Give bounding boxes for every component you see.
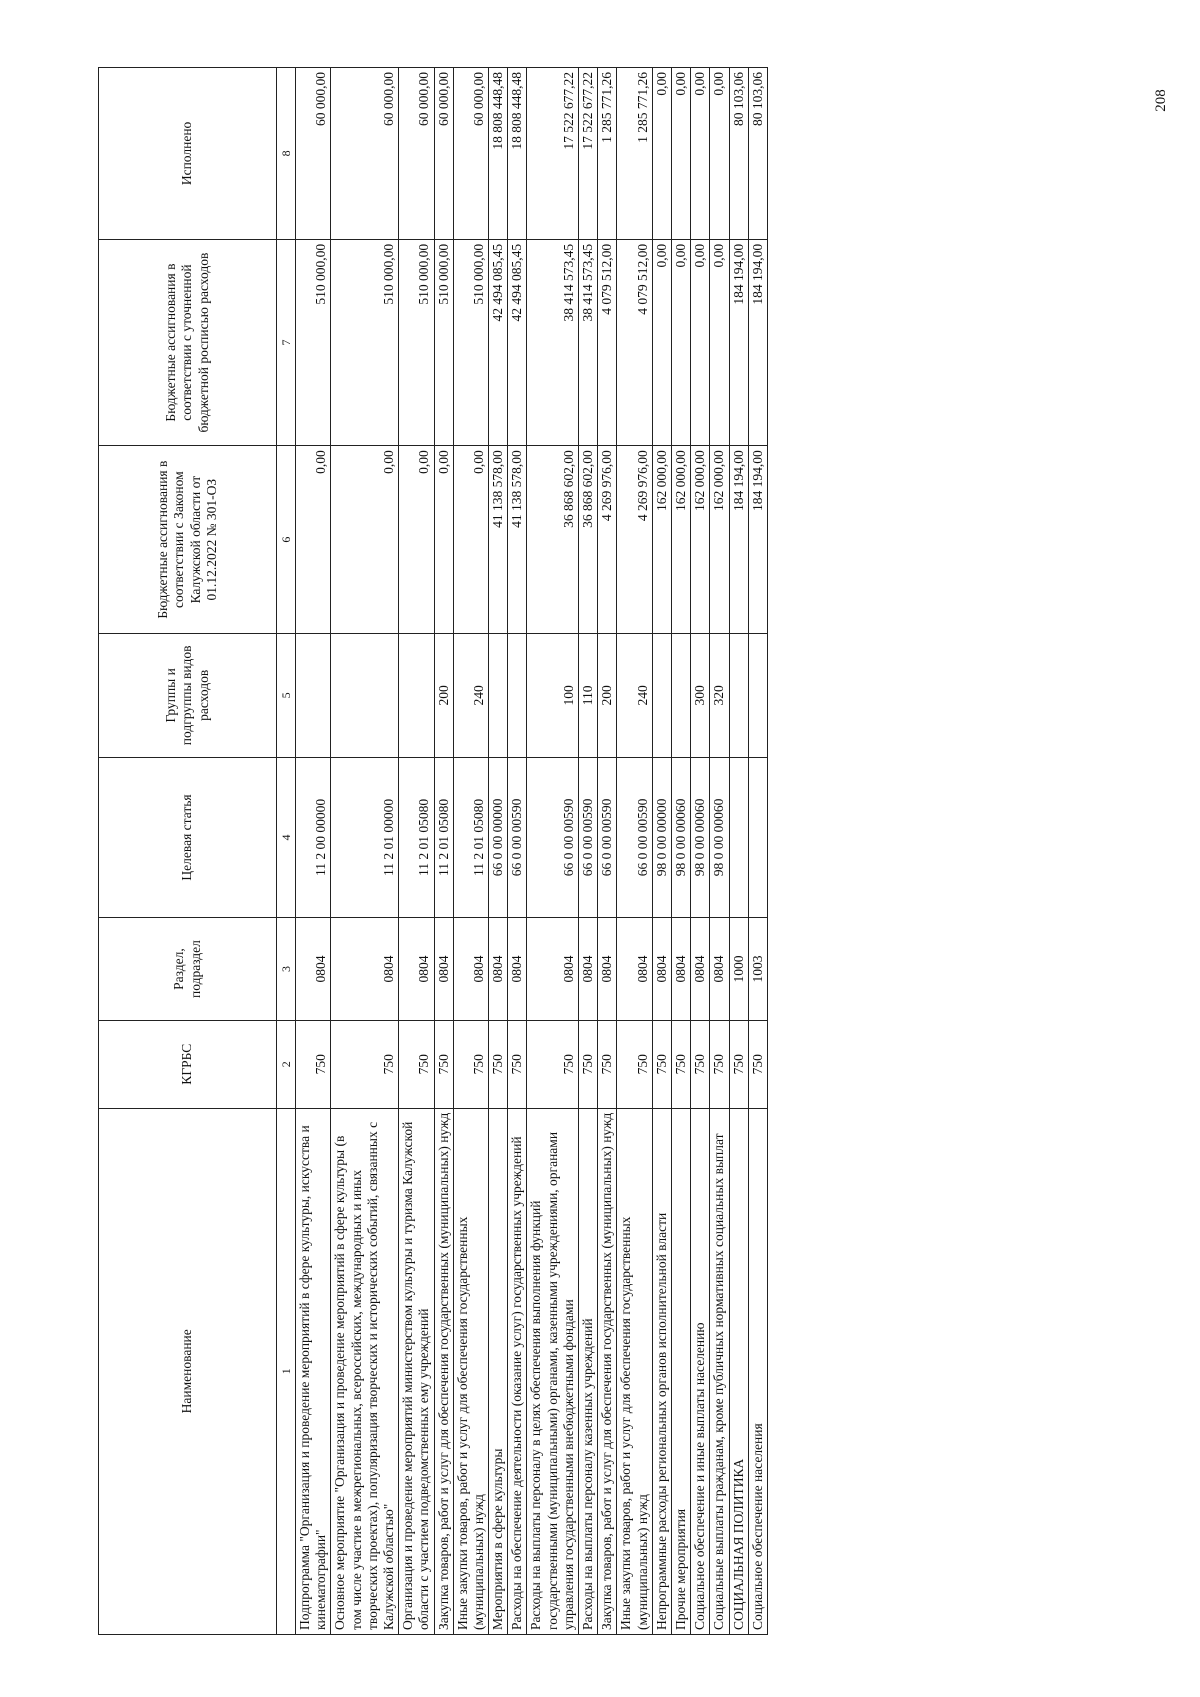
cell-name: Расходы на обеспечение деятельности (оказание услуг) государственных учреждений [508,1108,527,1634]
cell-refined: 38 414 573,45 [527,239,579,445]
cell-executed: 80 103,06 [748,68,767,240]
cell-kgrbs: 750 [489,1020,508,1108]
column-number: 4 [277,757,296,918]
cell-name: СОЦИАЛЬНАЯ ПОЛИТИКА [729,1108,748,1634]
cell-group [652,634,671,758]
cell-refined: 510 000,00 [296,239,331,445]
header-target: Целевая статья [99,757,277,918]
cell-target: 66 0 00 00590 [579,757,598,918]
cell-refined: 0,00 [671,239,690,445]
table-row [399,68,434,1635]
header-law: Бюджетные ассигнования в соответствии с Законом Калужской области от 01.12.2022 № 301-ОЗ [99,446,277,634]
cell-kgrbs: 750 [748,1020,767,1108]
cell-group: 240 [617,634,652,758]
cell-kgrbs: 750 [434,1020,453,1108]
cell-group: 200 [434,634,453,758]
header-group: Группы и подгруппы видов расходов [99,634,277,758]
budget-table [98,67,768,1635]
cell-refined: 38 414 573,45 [579,239,598,445]
column-number-row [277,68,296,1635]
cell-name: Прочие мероприятия [671,1108,690,1634]
cell-section: 1003 [748,918,767,1021]
table-row [489,68,508,1635]
cell-executed: 0,00 [652,68,671,240]
cell-kgrbs: 750 [527,1020,579,1108]
cell-executed: 60 000,00 [399,68,434,240]
cell-target: 11 2 01 05080 [434,757,453,918]
cell-law: 0,00 [453,446,488,634]
cell-kgrbs: 750 [399,1020,434,1108]
cell-group [508,634,527,758]
cell-target: 98 0 00 00060 [671,757,690,918]
cell-name: Иные закупки товаров, работ и услуг для обеспечения государственных (муниципальных) нужд [617,1108,652,1634]
cell-kgrbs: 750 [331,1020,399,1108]
cell-refined: 42 494 085,45 [489,239,508,445]
column-number: 3 [277,918,296,1021]
cell-executed: 0,00 [671,68,690,240]
header-row [99,68,277,1635]
cell-kgrbs: 750 [710,1020,729,1108]
cell-target: 11 2 01 05080 [453,757,488,918]
cell-name: Основное мероприятие "Организация и проведение мероприятий в сфере культуры (в том числе участие в межрегиональных, всероссийских, международных и иных творческих проектах), популяризация творческих и исторических событий, связанных с Калужской областью" [331,1108,399,1634]
table-row [598,68,617,1635]
cell-executed: 0,00 [691,68,710,240]
cell-law: 36 868 602,00 [579,446,598,634]
cell-section: 0804 [296,918,331,1021]
cell-group [748,634,767,758]
cell-name: Закупка товаров, работ и услуг для обеспечения государственных (муниципальных) нужд [598,1108,617,1634]
cell-target: 98 0 00 00000 [652,757,671,918]
cell-kgrbs: 750 [453,1020,488,1108]
cell-group: 100 [527,634,579,758]
column-number: 5 [277,634,296,758]
cell-group [296,634,331,758]
cell-target: 66 0 00 00590 [527,757,579,918]
cell-target: 11 2 00 00000 [296,757,331,918]
cell-target: 11 2 01 00000 [331,757,399,918]
cell-section: 0804 [617,918,652,1021]
cell-refined: 42 494 085,45 [508,239,527,445]
cell-section: 0804 [671,918,690,1021]
table-row [748,68,767,1635]
cell-executed: 60 000,00 [434,68,453,240]
cell-refined: 510 000,00 [453,239,488,445]
cell-law: 184 194,00 [729,446,748,634]
cell-group: 110 [579,634,598,758]
cell-name: Организация и проведение мероприятий министерством культуры и туризма Калужской области с участием подведомственных ему учреждений [399,1108,434,1634]
cell-target: 66 0 00 00590 [598,757,617,918]
cell-executed: 0,00 [710,68,729,240]
cell-kgrbs: 750 [296,1020,331,1108]
column-number: 8 [277,68,296,240]
cell-law: 0,00 [331,446,399,634]
table-row [434,68,453,1635]
header-kgrbs: КГРБС [99,1020,277,1108]
cell-name: Социальное обеспечение населения [748,1108,767,1634]
cell-executed: 60 000,00 [331,68,399,240]
cell-refined: 184 194,00 [729,239,748,445]
cell-law: 184 194,00 [748,446,767,634]
cell-group: 240 [453,634,488,758]
table-row [710,68,729,1635]
cell-executed: 60 000,00 [296,68,331,240]
cell-refined: 0,00 [710,239,729,445]
cell-law: 4 269 976,00 [598,446,617,634]
cell-name: Подпрограмма "Организация и проведение мероприятий в сфере культуры, искусства и кинематографии" [296,1108,331,1634]
cell-section: 0804 [453,918,488,1021]
cell-refined: 0,00 [691,239,710,445]
cell-executed: 1 285 771,26 [617,68,652,240]
cell-target: 11 2 01 05080 [399,757,434,918]
table-row [527,68,579,1635]
cell-kgrbs: 750 [729,1020,748,1108]
cell-section: 0804 [434,918,453,1021]
cell-executed: 18 808 448,48 [489,68,508,240]
cell-executed: 18 808 448,48 [508,68,527,240]
table-row [617,68,652,1635]
table-row [453,68,488,1635]
table-row [579,68,598,1635]
cell-law: 41 138 578,00 [489,446,508,634]
header-refined: Бюджетные ассигнования в соответствии с уточненной бюджетной росписью расходов [99,239,277,445]
cell-section: 0804 [331,918,399,1021]
cell-refined: 184 194,00 [748,239,767,445]
cell-name: Социальное обеспечение и иные выплаты населению [691,1108,710,1634]
table-row [296,68,331,1635]
cell-group [331,634,399,758]
cell-group: 320 [710,634,729,758]
cell-section: 0804 [508,918,527,1021]
cell-group: 300 [691,634,710,758]
cell-target: 66 0 00 00590 [508,757,527,918]
cell-kgrbs: 750 [671,1020,690,1108]
cell-kgrbs: 750 [617,1020,652,1108]
cell-kgrbs: 750 [598,1020,617,1108]
cell-executed: 80 103,06 [729,68,748,240]
cell-kgrbs: 750 [652,1020,671,1108]
cell-executed: 1 285 771,26 [598,68,617,240]
table-row [331,68,399,1635]
table-row [691,68,710,1635]
cell-section: 0804 [691,918,710,1021]
column-number: 6 [277,446,296,634]
cell-refined: 0,00 [652,239,671,445]
cell-executed: 60 000,00 [453,68,488,240]
cell-kgrbs: 750 [579,1020,598,1108]
cell-section: 0804 [710,918,729,1021]
cell-executed: 17 522 677,22 [579,68,598,240]
header-section: Раздел, подраздел [99,918,277,1021]
header-executed: Исполнено [99,68,277,240]
cell-name: Закупка товаров, работ и услуг для обеспечения государственных (муниципальных) нужд [434,1108,453,1634]
cell-law: 162 000,00 [652,446,671,634]
table-row [729,68,748,1635]
table-row [671,68,690,1635]
cell-law: 162 000,00 [710,446,729,634]
cell-target: 66 0 00 00000 [489,757,508,918]
cell-name: Расходы на выплаты персоналу казенных учреждений [579,1108,598,1634]
cell-kgrbs: 750 [691,1020,710,1108]
cell-group [489,634,508,758]
cell-group [729,634,748,758]
cell-refined: 510 000,00 [399,239,434,445]
cell-name: Иные закупки товаров, работ и услуг для обеспечения государственных (муниципальных) нужд [453,1108,488,1634]
cell-section: 0804 [579,918,598,1021]
cell-law: 36 868 602,00 [527,446,579,634]
cell-executed: 17 522 677,22 [527,68,579,240]
cell-section: 0804 [598,918,617,1021]
cell-law: 0,00 [296,446,331,634]
cell-law: 162 000,00 [691,446,710,634]
cell-name: Социальные выплаты гражданам, кроме публичных нормативных социальных выплат [710,1108,729,1634]
cell-target: 66 0 00 00590 [617,757,652,918]
cell-law: 162 000,00 [671,446,690,634]
cell-law: 4 269 976,00 [617,446,652,634]
cell-section: 0804 [399,918,434,1021]
cell-refined: 510 000,00 [434,239,453,445]
cell-target: 98 0 00 00060 [691,757,710,918]
rotated-page-content [98,67,1096,1635]
cell-refined: 4 079 512,00 [598,239,617,445]
cell-target [729,757,748,918]
column-number: 2 [277,1020,296,1108]
cell-group: 200 [598,634,617,758]
cell-law: 41 138 578,00 [508,446,527,634]
cell-law: 0,00 [434,446,453,634]
cell-section: 0804 [489,918,508,1021]
page-number: 208 [1152,88,1169,112]
cell-name: Мероприятия в сфере культуры [489,1108,508,1634]
cell-target: 98 0 00 00060 [710,757,729,918]
cell-name: Непрограммные расходы региональных органов исполнительной власти [652,1108,671,1634]
cell-section: 0804 [527,918,579,1021]
cell-kgrbs: 750 [508,1020,527,1108]
header-name: Наименование [99,1108,277,1634]
cell-group [399,634,434,758]
cell-law: 0,00 [399,446,434,634]
cell-section: 1000 [729,918,748,1021]
column-number: 7 [277,239,296,445]
cell-group [671,634,690,758]
column-number: 1 [277,1108,296,1634]
table-row [508,68,527,1635]
cell-target [748,757,767,918]
cell-name: Расходы на выплаты персоналу в целях обеспечения выполнения функций государственными (муниципальными) органами, казенными учреждениями, органами управления государственными внебюджетными фондами [527,1108,579,1634]
cell-refined: 510 000,00 [331,239,399,445]
cell-refined: 4 079 512,00 [617,239,652,445]
cell-section: 0804 [652,918,671,1021]
table-row [652,68,671,1635]
